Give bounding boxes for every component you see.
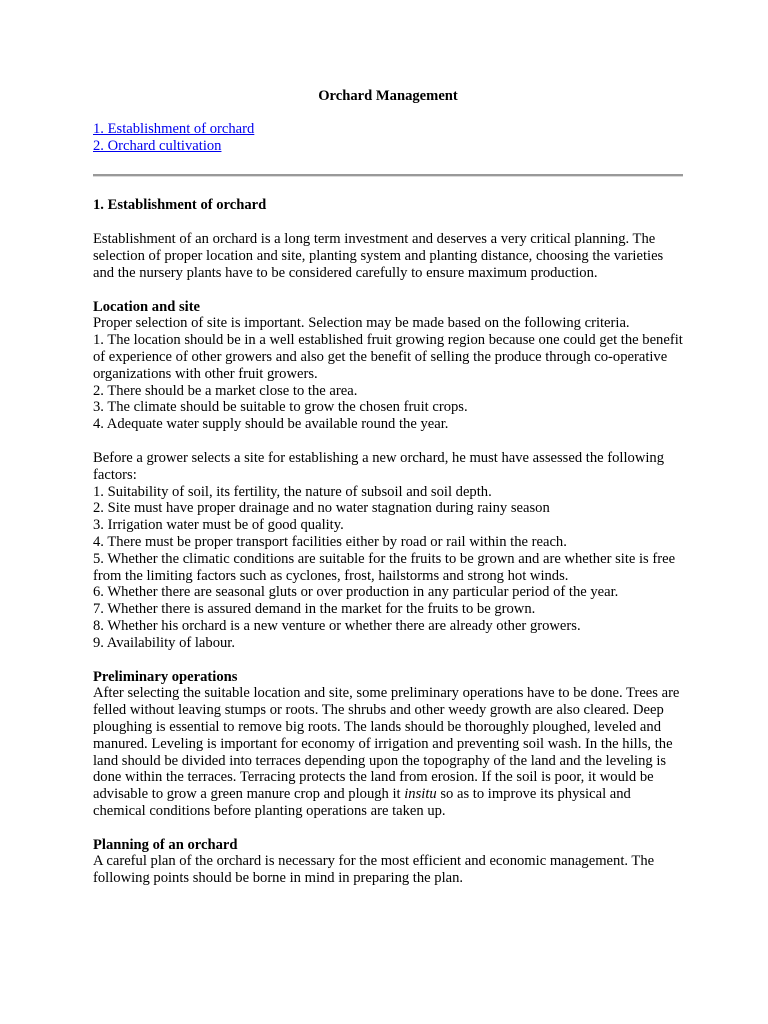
- horizontal-divider: [93, 174, 683, 177]
- location-heading: Location and site: [93, 298, 201, 315]
- factor-item: 8. Whether his orchard is a new venture or whether there are already other growers.: [93, 617, 581, 634]
- factor-item: 3. Irrigation water must be of good quality.: [93, 517, 344, 534]
- factors-section: [93, 450, 683, 652]
- factor-item: 2. Site must have proper drainage and no water stagnation during rainy season: [93, 500, 550, 517]
- insitu-term: insitu: [404, 786, 437, 803]
- factors-lead: Before a grower selects a site for establishing a new orchard, he must have assessed the following factors:: [93, 449, 665, 483]
- factor-item: 5. Whether the climatic conditions are suitable for the fruits to be grown and are whether site is free from the limiting factors such as cyclones, frost, hailstorms and strong hot winds.: [93, 550, 676, 584]
- planning-paragraph: A careful plan of the orchard is necessary for the most efficient and economic management. The following points should be borne in mind in preparing the plan.: [93, 853, 655, 887]
- preliminary-text-part2: so as to improve its physical and chemical conditions before planting operations are taken up.: [93, 786, 631, 819]
- factor-item: 4. There must be proper transport facilities either by road or rail within the reach.: [93, 533, 567, 550]
- preliminary-heading: Preliminary operations: [93, 668, 238, 685]
- document-title: Orchard Management: [318, 88, 458, 104]
- intro-paragraph: Establishment of an orchard is a long term investment and deserves a very critical planning. The selection of proper location and site, planting system and planting distance, choosing the varieties and the nursery plants have to be considered carefully to ensure maximum production.: [93, 231, 664, 281]
- toc-link-establishment[interactable]: 1. Establishment of orchard: [93, 120, 255, 137]
- preliminary-paragraph: [93, 685, 683, 819]
- section-heading-establishment: 1. Establishment of orchard: [93, 197, 267, 214]
- planning-heading: Planning of an orchard: [93, 836, 238, 853]
- location-item: 1. The location should be in a well established fruit growing region because one could get the benefit of experience of other growers and also get the benefit of selling the produce through co-operative organizations with other fruit growers.: [93, 332, 683, 382]
- location-lead: Proper selection of site is important. Selection may be made based on the following criteria.: [93, 315, 630, 332]
- factor-item: 7. Whether there is assured demand in the market for the fruits to be grown.: [93, 601, 536, 618]
- table-of-contents: [93, 121, 683, 155]
- toc-link-cultivation[interactable]: 2. Orchard cultivation: [93, 137, 222, 154]
- location-section: [93, 299, 683, 433]
- document-page: [93, 88, 683, 904]
- location-item: 3. The climate should be suitable to grow the chosen fruit crops.: [93, 399, 468, 416]
- preliminary-text-part1: After selecting the suitable location and site, some preliminary operations have to be done. Trees are felled without leaving stumps or roots. The shrubs and other weedy growth are also cleared. Deep ploughing is essential to remove big roots. The lands should be thoroughly ploughed, leveled and manured. Leveling is important for economy of irrigation and preventing soil wash. In the hills, the land should be divided into terraces depending upon the topography of the land and the leveling is done within the terraces. Terracing protects the land from erosion. If the soil is poor, it would be advisable to grow a green manure crop and plough it: [93, 685, 680, 803]
- location-item: 2. There should be a market close to the area.: [93, 382, 358, 399]
- factor-item: 1. Suitability of soil, its fertility, the nature of subsoil and soil depth.: [93, 483, 492, 500]
- planning-section: [93, 837, 683, 887]
- factor-item: 9. Availability of labour.: [93, 634, 235, 651]
- preliminary-section: [93, 669, 683, 820]
- location-item: 4. Adequate water supply should be available round the year.: [93, 416, 449, 433]
- factor-item: 6. Whether there are seasonal gluts or over production in any particular period of the year.: [93, 584, 619, 601]
